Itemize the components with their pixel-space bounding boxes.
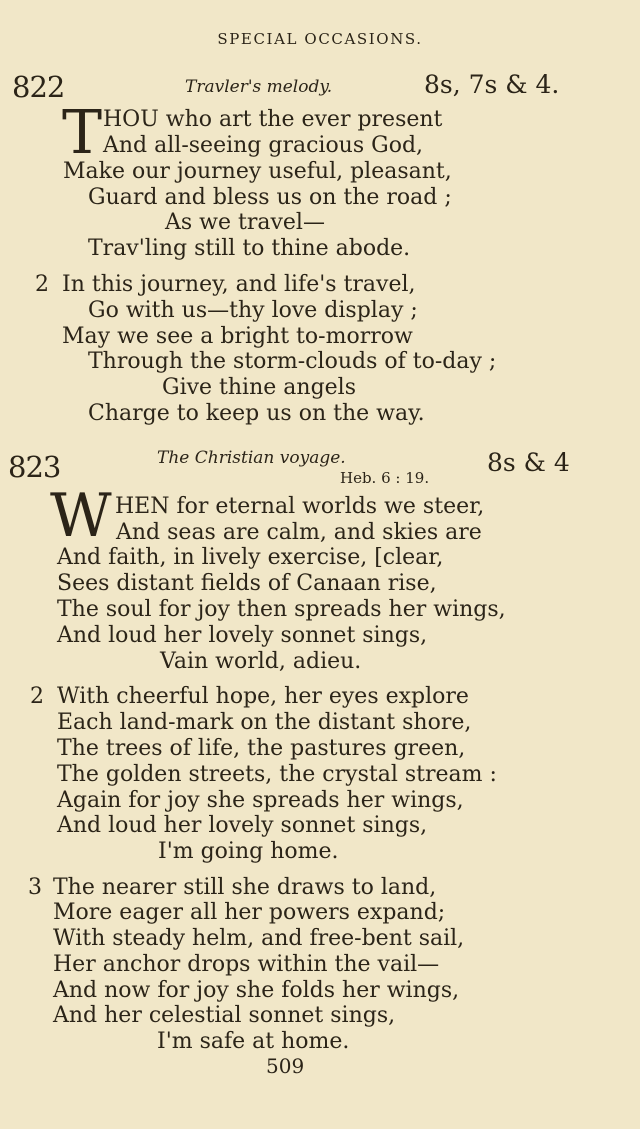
- hymn-line: The golden streets, the crystal stream :: [57, 762, 497, 787]
- stanza-number: 2: [30, 684, 44, 709]
- hymn-line: May we see a bright to-morrow: [62, 324, 413, 349]
- hymn-line: Charge to keep us on the way.: [88, 401, 425, 426]
- hymn-line: Each land-mark on the distant shore,: [57, 710, 472, 735]
- page-number: 509: [266, 1054, 305, 1078]
- hymn-line: Make our journey useful, pleasant,: [63, 159, 452, 184]
- meter: 8s, 7s & 4.: [424, 70, 560, 99]
- hymn-line: Her anchor drops within the vail—: [53, 952, 440, 977]
- stanza-number: 3: [28, 875, 42, 900]
- tune-name: Travler's melody.: [185, 77, 333, 97]
- hymn-line: More eager all her powers expand;: [53, 900, 446, 925]
- hymn-line: The trees of life, the pastures green,: [57, 736, 466, 761]
- hymn-line: As we travel—: [165, 210, 325, 235]
- hymn-line: And her celestial sonnet sings,: [53, 1003, 396, 1028]
- hymn-line: With cheerful hope, her eyes explore: [57, 684, 469, 709]
- hymn-line: I'm going home.: [158, 839, 339, 864]
- drop-cap: T: [62, 98, 103, 168]
- hymn-line: I'm safe at home.: [157, 1029, 350, 1054]
- hymn-line: Go with us—thy love display ;: [88, 298, 418, 323]
- hymn-line: With steady helm, and free-bent sail,: [53, 926, 465, 951]
- scripture-reference: Heb. 6 : 19.: [340, 469, 430, 487]
- hymn-line: HOU who art the ever present: [103, 107, 443, 132]
- hymn-number: 823: [8, 450, 61, 484]
- hymn-line: And seas are calm, and skies are: [116, 520, 482, 545]
- hymn-line: Guard and bless us on the road ;: [88, 185, 452, 210]
- hymn-line: The soul for joy then spreads her wings,: [57, 597, 506, 622]
- hymn-line: The nearer still she draws to land,: [53, 875, 437, 900]
- drop-cap: W: [50, 481, 112, 551]
- running-header: SPECIAL OCCASIONS.: [217, 30, 423, 48]
- hymn-number: 822: [12, 70, 65, 104]
- hymn-line: And loud her lovely sonnet sings,: [57, 813, 428, 838]
- hymn-line: Vain world, adieu.: [160, 649, 362, 674]
- hymn-line: And now for joy she folds her wings,: [53, 978, 460, 1003]
- hymn-line: Trav'ling still to thine abode.: [88, 236, 411, 261]
- hymn-line: Give thine angels: [162, 375, 356, 400]
- hymn-line: Again for joy she spreads her wings,: [57, 788, 464, 813]
- tune-name: The Christian voyage.: [157, 448, 346, 468]
- meter: 8s & 4: [487, 448, 570, 477]
- stanza-number: 2: [35, 272, 49, 297]
- hymn-line: And loud her lovely sonnet sings,: [57, 623, 428, 648]
- hymn-line: And faith, in lively exercise, [clear,: [57, 545, 444, 570]
- hymn-line: Sees distant fields of Canaan rise,: [57, 571, 437, 596]
- hymn-line: Through the storm-clouds of to-day ;: [88, 349, 497, 374]
- hymn-line: HEN for eternal worlds we steer,: [115, 494, 485, 519]
- hymn-line: In this journey, and life's travel,: [62, 272, 416, 297]
- hymn-line: And all-seeing gracious God,: [103, 133, 424, 158]
